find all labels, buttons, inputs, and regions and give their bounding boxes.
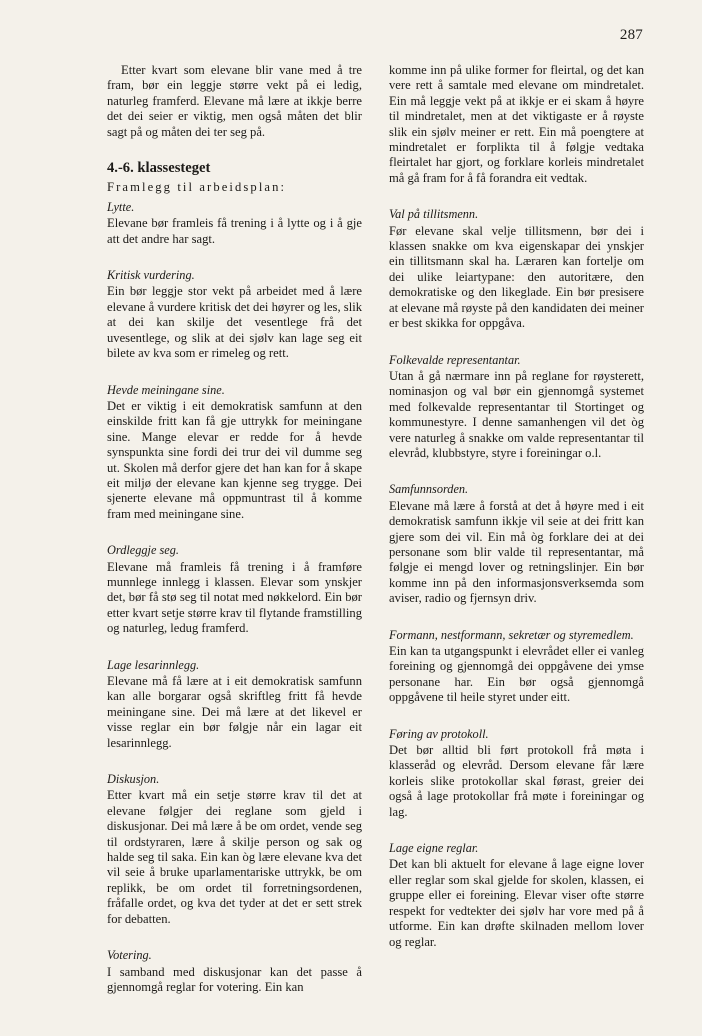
item-heading: Val på tillitsmenn. <box>389 207 479 222</box>
item-lage-eigne-reglar <box>389 841 644 950</box>
item-kritisk-vurdering <box>107 268 362 361</box>
left-column <box>107 63 362 1016</box>
item-diskusjon <box>107 772 362 927</box>
item-heading: Ordleggje seg. <box>107 543 179 558</box>
item-heading: Votering. <box>107 948 152 963</box>
item-heading: Samfunnsorden. <box>389 482 469 497</box>
item-samfunnsorden <box>389 482 644 606</box>
item-text: Ein kan ta utgangspunkt i elevrådet eller ei vanleg foreining og gjennomgå dei oppgåvene dei ymse personane har. Ein bør også gjennomgå oppgåvene til heile styret under eitt. <box>389 644 644 705</box>
item-text: Elevane må framleis få trening i å framføre munnlege innlegg i klassen. Elevar som ynskjer det, bør få stø seg til notat med nøkkelord. Ein bør etter kvart setje større krav til flytande framstilling og naturleg, ledug framferd. <box>107 559 362 636</box>
item-text: Elevane bør framleis få trening i å lytte og i å gje att det andre har sagt. <box>107 216 362 246</box>
section-subtitle: Framlegg til arbeidsplan: <box>107 180 287 195</box>
item-hevde-meiningane <box>107 383 362 523</box>
item-formann <box>389 628 644 706</box>
item-foring-av-protokoll <box>389 727 644 820</box>
page-number: 287 <box>619 27 643 43</box>
item-folkevalde-representantar <box>389 353 644 462</box>
item-text: Elevane må få lære at i eit demokratisk samfunn kan alle borgarar også skriftleg fritt få hevde meiningane sine. Dei må lære at det likevel er visse reglar ein bør følgje når ein lagar eit lesarinnlegg. <box>107 674 362 750</box>
item-text: Elevane må lære å forstå at det å høyre med i eit demokratisk samfunn ikkje vil seie at dei fritt kan gjere som dei vil. Ein må òg forklare dei at dei personane som blir valde til representantar, må følgje ei mengd lover og retningslinjer. Ein bør komme inn på den informasjonsverksemda som aviser, radio og fjernsyn driv. <box>389 498 644 606</box>
item-text: Det bør alltid bli ført protokoll frå møta i klasseråd og elevråd. Dersom elevane får lære korleis slike protokollar skal førast, greier dei også å lage protokollar frå møte i foreiningar og lag. <box>389 743 644 819</box>
item-text: Etter kvart må ein setje større krav til det at elevane følgjer dei reglane som gjeld i diskusjonar. Dei må lære å be om ordet, vende seg til ordstyraren, lære å skilje person og sak og halde seg til saka. Ein kan òg lære elevane kva det vil seie å bruke uparlamentariske uttrykk, be om replikk, be om ordet til forretningsordenen, fråfalle ordet, og kva det tyder at det er sett strek for debatten. <box>107 788 362 926</box>
item-heading: Kritisk vurdering. <box>107 268 195 283</box>
item-heading: Hevde meiningane sine. <box>107 382 225 397</box>
item-text: Det er viktig i eit demokratisk samfunn at den einskilde fritt kan få gje uttrykk for meiningane sine. Mange elevar er redde for å hevde synspunkta sine fordi dei trur dei vil dumme seg ut. Skolen må derfor gjere det han kan for å skape eit miljø der elevane kan kjenne seg trygge. Dei sjenerte elevane må oppmuntrast til å komme fram med meiningane sine. <box>107 398 362 521</box>
right-column <box>389 63 644 971</box>
intro-paragraph: Etter kvart som elevane blir vane med å tre fram, bør ein leggje større vekt på ei ledig, naturleg framferd. Elevane må lære at ikkje berre det dei seier er viktig, men også måten det blir sagt på og måten dei ter seg på. <box>107 63 362 139</box>
item-votering <box>107 948 362 995</box>
item-val-pa-tillitsmenn <box>389 207 644 331</box>
item-text: I samband med diskusjonar kan det passe å gjennomgå reglar for votering. Ein kan <box>107 964 362 994</box>
item-heading: Diskusjon. <box>107 772 160 787</box>
item-ordleggje-seg <box>107 543 362 636</box>
item-heading: Lage lesarinnlegg. <box>107 657 200 672</box>
item-text: Før elevane skal velje tillitsmenn, bør dei i klassen snakke om kva eigenskapar dei ynskjer ein tillitsmann skal ha. Læraren kan fortelje om dei ulike leiartypane: den autoritære, den demokratiske og den likeglade. Ein bør presisere at elevane må røyste på den kandidaten dei meiner er best skikka for oppgåva. <box>389 223 644 331</box>
item-heading: Lage eigne reglar. <box>389 841 479 856</box>
item-text: Ein bør leggje stor vekt på arbeidet med å lære elevane å vurdere kritisk det dei høyrer og les, slik at dei kan skilje det vesentlege frå det uvesentlege, og slik at dei sjølv kan lage seg eit bilete av kva som er rimeleg og rett. <box>107 284 362 361</box>
item-heading: Føring av protokoll. <box>389 726 489 741</box>
continuation-paragraph: komme inn på ulike former for fleirtal, og det kan vere rett å samtale med elevane om mindretalet. Ein må leggje vekt på at ikkje er ei skam å høyre til mindretalet, men at det viktigaste er å røyste slik ein sjølv meiner er rett. Ein må poengtere at mindretalet er forplikta til å følgje vedtaka fleirtalet har gjort, og forklare korleis mindretalet må gå fram for å få forandra eit vedtak. <box>389 63 644 185</box>
section-title: 4.-6. klassesteget <box>107 160 211 177</box>
item-heading: Formann, nestformann, sekretær og styremedlem. <box>389 627 634 642</box>
item-text: Utan å gå nærmare inn på reglane for røysterett, nominasjon og val bør ein gjennomgå systemet med folkevalde representantar til Stortinget og kommunestyre. I denne samanhengen vil det òg vere naturleg å snakke om valde representantar til elevråd, klubbstyre, styre i foreiningar o.l. <box>389 368 644 460</box>
item-lage-lesarinnlegg <box>107 658 362 751</box>
item-heading: Lytte. <box>107 199 135 214</box>
item-heading: Folkevalde representantar. <box>389 352 521 367</box>
item-lytte <box>107 200 362 247</box>
item-text: Det kan bli aktuelt for elevane å lage eigne lover eller reglar som skal gjelde for skolen, klassen, ei gruppe eller ei foreining. Elevar viser ofte større respekt for vedtekter dei sjølv har vore med på å utforme. Ein kan drøfte skilnaden mellom lover og reglar. <box>389 857 644 949</box>
